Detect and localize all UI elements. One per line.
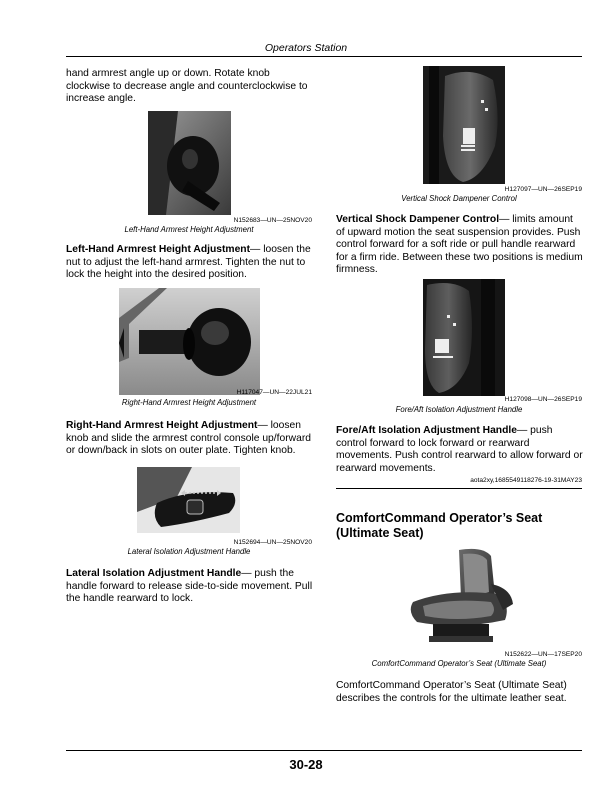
figure-lateral-isolation-handle xyxy=(137,467,240,533)
figure-left-armrest-knob xyxy=(148,111,231,215)
item-3-title: Lateral Isolation Adjustment Handle xyxy=(66,568,242,579)
section-title-line-2: (Ultimate Seat) xyxy=(336,526,424,540)
figure-6-code: N152622—UN—17SEP20 xyxy=(504,651,582,658)
figure-vertical-shock-dampener xyxy=(423,66,505,184)
comfortcommand-seat-illustration xyxy=(399,544,523,650)
figure-6-caption: ComfortCommand Operator’s Seat (Ultimate Seat) xyxy=(371,659,547,668)
item-lateral-isolation xyxy=(66,568,314,606)
footer-rule xyxy=(66,750,582,751)
item-1-text: — loosen the nut to adjust the left-hand armrest. Tighten the nut to lock the height into the desired position. xyxy=(66,244,311,281)
item-4-title: Vertical Shock Dampener Control xyxy=(336,214,500,225)
figure-1-caption: Left-Hand Armrest Height Adjustment xyxy=(124,225,254,234)
item-5-title: Fore/Aft Isolation Adjustment Handle xyxy=(336,425,517,436)
section-title xyxy=(336,511,584,541)
left-armrest-knob-illustration xyxy=(148,111,231,215)
page-number: 30-28 xyxy=(289,757,323,772)
figure-fore-aft-isolation xyxy=(423,279,505,396)
intro-paragraph: hand armrest angle up or down. Rotate knob clockwise to decrease angle and counterclockwise to increase angle. xyxy=(66,68,308,105)
section-rule xyxy=(336,488,582,489)
item-4-text: — limits amount of upward motion the seat suspension provides. Push control forward for a soft ride or pull handle rearward for a firm ride. Between these two positions is medium firmness. xyxy=(336,214,583,276)
fore-aft-isolation-illustration xyxy=(423,279,505,396)
document-id: aota2xy,1685549118276-19-31MAY23 xyxy=(470,477,582,484)
item-2-title: Right-Hand Armrest Height Adjustment xyxy=(66,420,258,431)
lateral-isolation-handle-illustration xyxy=(137,467,240,533)
item-vertical-shock-dampener xyxy=(336,214,584,277)
header-rule xyxy=(66,56,582,57)
item-fore-aft-isolation xyxy=(336,425,584,475)
figure-1-code: N152683—UN—25NOV20 xyxy=(233,217,312,224)
right-armrest-knob-illustration xyxy=(119,288,260,395)
item-5-text: — push control forward to lock forward or rearward movements. Push control rearward to allow forward or rearward movements. xyxy=(336,425,583,474)
figure-3-caption: Lateral Isolation Adjustment Handle xyxy=(127,547,251,556)
figure-2-caption: Right-Hand Armrest Height Adjustment xyxy=(121,398,257,407)
item-comfortcommand-seat: ComfortCommand Operator’s Seat (Ultimate Seat) describes the controls for the ultimate leather seat. xyxy=(336,680,567,704)
figure-comfortcommand-seat xyxy=(399,544,523,650)
vertical-shock-dampener-illustration xyxy=(423,66,505,184)
header-title: Operators Station xyxy=(264,42,348,54)
figure-4-code: H127097—UN—26SEP19 xyxy=(504,186,582,193)
item-1-title: Left-Hand Armrest Height Adjustment xyxy=(66,244,251,255)
figure-right-armrest-knob xyxy=(119,288,260,395)
figure-2-code: H117047—UN—22JUL21 xyxy=(236,389,312,396)
item-left-armrest-height xyxy=(66,244,314,282)
figure-5-code: H127098—UN—26SEP19 xyxy=(504,396,582,403)
figure-4-caption: Vertical Shock Dampener Control xyxy=(401,194,517,203)
item-2-text: — loosen knob and slide the armrest control console up/forward or down/back in slots on outer plate. Tighten knob. xyxy=(66,420,311,457)
section-title-line-1: ComfortCommand Operator’s Seat xyxy=(336,511,543,525)
item-3-text: — push the handle forward to release side-to-side movement. Pull the handle rearward to lock. xyxy=(66,568,313,605)
figure-5-caption: Fore/Aft Isolation Adjustment Handle xyxy=(395,405,523,414)
figure-3-code: N152694—UN—25NOV20 xyxy=(233,539,312,546)
item-right-armrest-height xyxy=(66,420,314,458)
